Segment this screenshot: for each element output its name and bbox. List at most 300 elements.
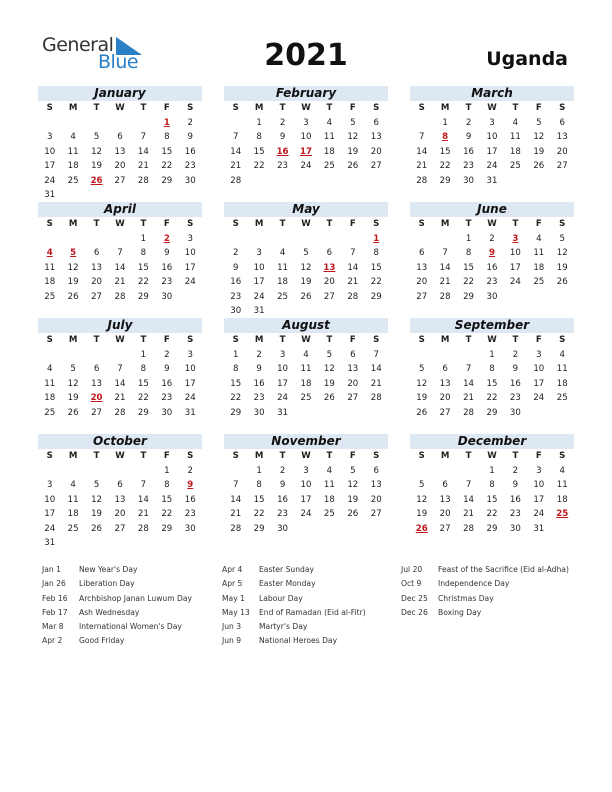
day-cell: 13 (439, 378, 451, 389)
day-cell: 14 (137, 494, 149, 505)
day-cell: 5 (326, 349, 333, 360)
weekday-label: T (326, 451, 333, 461)
day-cell: 18 (44, 277, 56, 287)
day-cell: 26 (323, 393, 335, 403)
weekday-label: W (301, 335, 311, 345)
brand-word-general: General (42, 34, 114, 56)
day-cell: 12 (91, 146, 103, 157)
holiday-entry (42, 620, 192, 634)
day-cell: 27 (556, 161, 568, 171)
day-cell: 19 (91, 509, 103, 519)
day-cell: 7 (465, 480, 472, 490)
day-cell: 9 (465, 132, 472, 142)
day-cell: 31 (253, 306, 265, 316)
weekday-label: T (326, 103, 333, 113)
day-cell: 31 (486, 175, 498, 186)
day-cell: 26 (416, 407, 428, 418)
day-cell: 29 (161, 175, 173, 186)
day-cell: 18 (556, 378, 568, 389)
weekday-label: W (301, 451, 311, 461)
day-cell: 17 (44, 509, 56, 519)
week-row (410, 290, 574, 305)
holiday-entry (222, 606, 366, 620)
day-cell: 21 (114, 277, 126, 287)
week-row (38, 116, 202, 131)
holiday-date: Mar 8 (42, 622, 64, 632)
day-cell: 24 (509, 277, 521, 287)
day-cell: 22 (161, 161, 173, 171)
empty-cell (38, 116, 61, 131)
holiday-name: Boxing Day (438, 607, 482, 617)
day-cell: 26 (533, 161, 545, 171)
day-cell: 9 (232, 262, 239, 273)
day-cell: 10 (184, 248, 196, 258)
week-row (38, 406, 202, 421)
day-cell: 25 (67, 523, 79, 534)
day-cell: 20 (416, 277, 428, 287)
month-title: July (38, 318, 202, 333)
day-cell: 18 (556, 494, 568, 505)
day-cell: 24 (300, 161, 312, 171)
day-cell: 26 (91, 523, 103, 534)
month-title: January (38, 86, 202, 101)
month-september (410, 318, 574, 420)
holiday-day: 26 (415, 523, 428, 534)
day-cell: 5 (70, 364, 76, 374)
day-cell: 21 (137, 161, 149, 171)
holiday-column (401, 563, 569, 620)
day-cell: 19 (323, 378, 335, 389)
weekday-label: T (93, 103, 100, 113)
day-cell: 14 (416, 146, 428, 157)
day-cell: 10 (44, 494, 56, 505)
day-cell: 8 (489, 364, 495, 374)
day-cell: 18 (509, 146, 521, 157)
day-cell: 8 (140, 248, 147, 258)
day-cell: 12 (533, 132, 545, 142)
holiday-day: 1 (163, 117, 170, 128)
day-cell: 21 (416, 161, 428, 171)
holiday-entry (42, 606, 192, 620)
day-cell: 8 (256, 132, 262, 142)
week-row (410, 493, 574, 508)
holiday-name: Independence Day (438, 579, 510, 589)
weekday-label: W (115, 103, 125, 113)
holiday-entry (401, 606, 569, 620)
day-cell: 10 (509, 248, 521, 258)
day-cell: 2 (279, 117, 286, 128)
week-row (38, 290, 202, 305)
holiday-day: 4 (46, 248, 53, 258)
day-cell: 31 (184, 407, 196, 418)
weekday-label: T (512, 335, 519, 345)
day-cell: 25 (323, 161, 335, 171)
day-cell: 27 (370, 161, 382, 171)
month-title: May (224, 202, 388, 217)
day-cell: 10 (277, 364, 289, 374)
holiday-name: Archbishop Janan Luwum Day (79, 593, 193, 603)
day-cell: 1 (256, 465, 262, 476)
weekday-label: T (279, 219, 286, 229)
day-cell: 23 (161, 277, 173, 287)
weekday-label: S (187, 103, 194, 113)
weekday-header (38, 449, 202, 464)
day-cell: 17 (253, 277, 265, 287)
holiday-name: Labour Day (259, 593, 303, 603)
day-cell: 26 (300, 291, 312, 302)
country-name: Uganda (486, 48, 568, 70)
day-cell: 27 (114, 523, 126, 534)
empty-cell (61, 464, 84, 479)
day-cell: 15 (370, 262, 382, 273)
day-cell: 5 (418, 480, 425, 490)
day-cell: 4 (70, 132, 76, 142)
empty-cell (108, 348, 131, 363)
day-cell: 2 (512, 349, 519, 360)
day-cell: 11 (556, 364, 568, 374)
day-cell: 28 (463, 407, 475, 418)
holiday-entry (222, 620, 366, 634)
weekday-label: S (559, 335, 566, 345)
day-cell: 22 (161, 509, 173, 519)
week-row (410, 246, 574, 261)
day-cell: 12 (67, 378, 79, 389)
empty-cell (85, 232, 108, 247)
day-cell: 17 (184, 378, 196, 389)
day-cell: 20 (323, 277, 335, 287)
day-cell: 24 (184, 277, 196, 287)
day-cell: 2 (187, 465, 193, 476)
day-cell: 30 (230, 306, 242, 316)
weekday-label: W (115, 451, 125, 461)
weekday-label: T (93, 335, 100, 345)
day-cell: 20 (439, 509, 451, 519)
day-cell: 14 (137, 146, 149, 157)
empty-cell (318, 232, 341, 247)
day-cell: 28 (439, 291, 451, 302)
weekday-header (224, 101, 388, 116)
day-cell: 11 (323, 480, 335, 490)
day-cell: 2 (465, 117, 472, 128)
holiday-date: Jan 1 (42, 565, 61, 574)
day-cell: 12 (347, 132, 359, 142)
weekday-label: F (163, 219, 170, 229)
day-cell: 9 (256, 364, 262, 374)
weekday-label: S (232, 451, 239, 461)
day-cell: 2 (164, 349, 170, 360)
day-cell: 25 (533, 277, 545, 287)
day-cell: 19 (67, 277, 79, 287)
empty-cell (132, 116, 155, 131)
week-row (410, 478, 574, 493)
week-row (224, 377, 388, 392)
day-cell: 27 (416, 291, 428, 302)
weekday-label: M (440, 219, 450, 229)
day-cell: 26 (347, 509, 359, 519)
holiday-name: End of Ramadan (Eid al-Fitr) (259, 607, 366, 617)
day-cell: 10 (533, 480, 545, 490)
day-cell: 9 (279, 132, 286, 142)
day-cell: 3 (303, 117, 309, 128)
holiday-date: Apr 2 (42, 636, 63, 646)
day-cell: 13 (439, 494, 451, 505)
day-cell: 25 (44, 291, 56, 302)
weekday-label: M (254, 219, 264, 229)
day-cell: 17 (44, 161, 56, 171)
day-cell: 5 (350, 117, 356, 128)
holiday-name: Feast of the Sacrifice (Eid al-Adha) (438, 565, 569, 574)
empty-cell (224, 232, 247, 247)
day-cell: 8 (164, 480, 170, 490)
day-cell: 17 (486, 146, 498, 157)
holiday-day: 9 (187, 480, 194, 490)
week-row (410, 116, 574, 131)
day-cell: 21 (114, 393, 126, 403)
day-cell: 18 (67, 509, 79, 519)
day-cell: 4 (559, 349, 565, 360)
day-cell: 23 (277, 509, 289, 519)
day-cell: 17 (533, 378, 545, 389)
day-cell: 30 (509, 407, 521, 418)
day-cell: 5 (418, 364, 425, 374)
empty-cell (224, 116, 247, 131)
week-row (38, 536, 202, 551)
day-cell: 13 (91, 378, 103, 389)
week-row (224, 391, 388, 406)
day-cell: 24 (184, 393, 196, 403)
week-row (410, 522, 574, 537)
day-cell: 21 (347, 277, 359, 287)
day-cell: 16 (509, 378, 521, 389)
day-cell: 4 (46, 364, 53, 374)
holiday-name: Easter Monday (259, 579, 316, 589)
week-row (224, 159, 388, 174)
holiday-name: International Women's Day (79, 622, 182, 632)
day-cell: 31 (44, 538, 56, 548)
weekday-label: F (535, 219, 542, 229)
day-cell: 16 (184, 494, 196, 505)
day-cell: 3 (303, 465, 309, 476)
weekday-label: T (279, 335, 286, 345)
holiday-day: 1 (373, 233, 380, 244)
holiday-name: Good Friday (79, 636, 125, 646)
weekday-label: M (68, 451, 78, 461)
day-cell: 29 (463, 291, 475, 302)
weekday-label: M (254, 335, 264, 345)
weekday-header (410, 101, 574, 116)
week-row (38, 348, 202, 363)
day-cell: 8 (164, 132, 170, 142)
day-cell: 7 (465, 364, 472, 374)
empty-cell (433, 464, 456, 479)
weekday-label: T (465, 451, 472, 461)
day-cell: 3 (46, 480, 53, 490)
day-cell: 26 (67, 407, 79, 418)
day-cell: 13 (91, 262, 103, 273)
holiday-day: 3 (512, 233, 519, 244)
day-cell: 21 (230, 509, 242, 519)
day-cell: 27 (347, 393, 359, 403)
month-title: December (410, 434, 574, 449)
day-cell: 24 (277, 393, 289, 403)
day-cell: 12 (556, 248, 568, 258)
day-cell: 15 (230, 378, 242, 389)
day-cell: 7 (232, 480, 239, 490)
day-cell: 31 (277, 407, 289, 418)
holiday-day: 26 (90, 175, 103, 186)
day-cell: 23 (253, 393, 265, 403)
weekday-label: S (373, 335, 380, 345)
day-cell: 13 (556, 132, 568, 142)
holiday-name: Easter Sunday (259, 565, 315, 574)
day-cell: 10 (44, 146, 56, 157)
day-cell: 7 (418, 132, 425, 142)
day-cell: 6 (442, 480, 448, 490)
day-cell: 2 (489, 233, 495, 244)
day-cell: 15 (253, 146, 265, 157)
week-row (224, 362, 388, 377)
holiday-day: 25 (556, 509, 569, 519)
holiday-date: Oct 9 (401, 579, 422, 589)
weekday-label: T (140, 451, 147, 461)
day-cell: 30 (463, 175, 475, 186)
day-cell: 8 (256, 480, 262, 490)
day-cell: 10 (300, 480, 312, 490)
day-cell: 25 (277, 291, 289, 302)
day-cell: 19 (347, 494, 359, 505)
day-cell: 29 (230, 407, 242, 418)
weekday-label: T (326, 335, 333, 345)
holiday-name: Ash Wednesday (79, 607, 140, 617)
day-cell: 3 (489, 117, 495, 128)
week-row (38, 188, 202, 203)
holiday-date: Jul 20 (401, 565, 423, 574)
day-cell: 28 (463, 523, 475, 534)
day-cell: 7 (232, 132, 239, 142)
day-cell: 19 (556, 262, 568, 273)
day-cell: 19 (347, 146, 359, 157)
day-cell: 9 (512, 364, 519, 374)
week-row (224, 493, 388, 508)
day-cell: 3 (46, 132, 53, 142)
day-cell: 11 (44, 262, 56, 273)
month-may (224, 202, 388, 319)
day-cell: 23 (161, 393, 173, 403)
day-cell: 20 (114, 161, 126, 171)
day-cell: 27 (370, 509, 382, 519)
week-row (224, 304, 388, 319)
weekday-header (224, 449, 388, 464)
day-cell: 4 (303, 349, 309, 360)
day-cell: 9 (512, 480, 519, 490)
day-cell: 22 (230, 393, 242, 403)
day-cell: 14 (370, 364, 382, 374)
holiday-day: 16 (276, 146, 289, 157)
empty-cell (85, 464, 108, 479)
day-cell: 8 (140, 364, 147, 374)
week-row (38, 391, 202, 406)
day-cell: 16 (253, 378, 265, 389)
holiday-day: 20 (90, 393, 103, 403)
holiday-date: Jun 9 (222, 636, 242, 646)
holiday-day: 5 (70, 248, 77, 258)
holiday-date: Jan 26 (42, 579, 66, 589)
week-row (410, 174, 574, 189)
weekday-label: S (373, 451, 380, 461)
holiday-day: 2 (163, 233, 170, 244)
day-cell: 5 (559, 233, 565, 244)
week-row (410, 362, 574, 377)
empty-cell (341, 232, 364, 247)
day-cell: 23 (486, 277, 498, 287)
weekday-label: T (465, 219, 472, 229)
day-cell: 25 (556, 393, 568, 403)
day-cell: 30 (161, 407, 173, 418)
day-cell: 18 (323, 494, 335, 505)
day-cell: 28 (114, 291, 126, 302)
day-cell: 1 (465, 233, 472, 244)
weekday-label: M (440, 451, 450, 461)
day-cell: 12 (91, 494, 103, 505)
week-row (224, 232, 388, 247)
day-cell: 10 (300, 132, 312, 142)
day-cell: 14 (114, 378, 126, 389)
day-cell: 26 (347, 161, 359, 171)
day-cell: 2 (256, 349, 262, 360)
day-cell: 29 (370, 291, 382, 302)
day-cell: 15 (486, 494, 498, 505)
week-row (224, 261, 388, 276)
holiday-name: National Heroes Day (259, 636, 338, 646)
day-cell: 28 (114, 407, 126, 418)
week-row (224, 275, 388, 290)
day-cell: 25 (67, 175, 79, 186)
week-row (410, 377, 574, 392)
day-cell: 30 (486, 291, 498, 302)
week-row (38, 232, 202, 247)
week-row (224, 174, 388, 189)
day-cell: 24 (533, 509, 545, 519)
day-cell: 12 (67, 262, 79, 273)
empty-cell (108, 116, 131, 131)
day-cell: 25 (509, 161, 521, 171)
day-cell: 4 (536, 233, 542, 244)
holiday-entry (42, 634, 192, 648)
day-cell: 27 (439, 523, 451, 534)
week-row (410, 145, 574, 160)
day-cell: 24 (486, 161, 498, 171)
day-cell: 3 (279, 349, 286, 360)
day-cell: 22 (439, 161, 451, 171)
day-cell: 14 (114, 262, 126, 273)
weekday-label: T (140, 103, 147, 113)
day-cell: 9 (187, 132, 193, 142)
day-cell: 29 (486, 523, 498, 534)
weekday-label: S (187, 219, 194, 229)
day-cell: 18 (67, 161, 79, 171)
day-cell: 3 (187, 233, 193, 244)
day-cell: 12 (416, 378, 428, 389)
weekday-label: F (535, 103, 542, 113)
weekday-label: F (349, 103, 356, 113)
month-title: September (410, 318, 574, 333)
day-cell: 14 (439, 262, 451, 273)
day-cell: 17 (184, 262, 196, 273)
day-cell: 6 (373, 465, 379, 476)
week-row (38, 261, 202, 276)
day-cell: 1 (489, 465, 495, 476)
month-april (38, 202, 202, 304)
